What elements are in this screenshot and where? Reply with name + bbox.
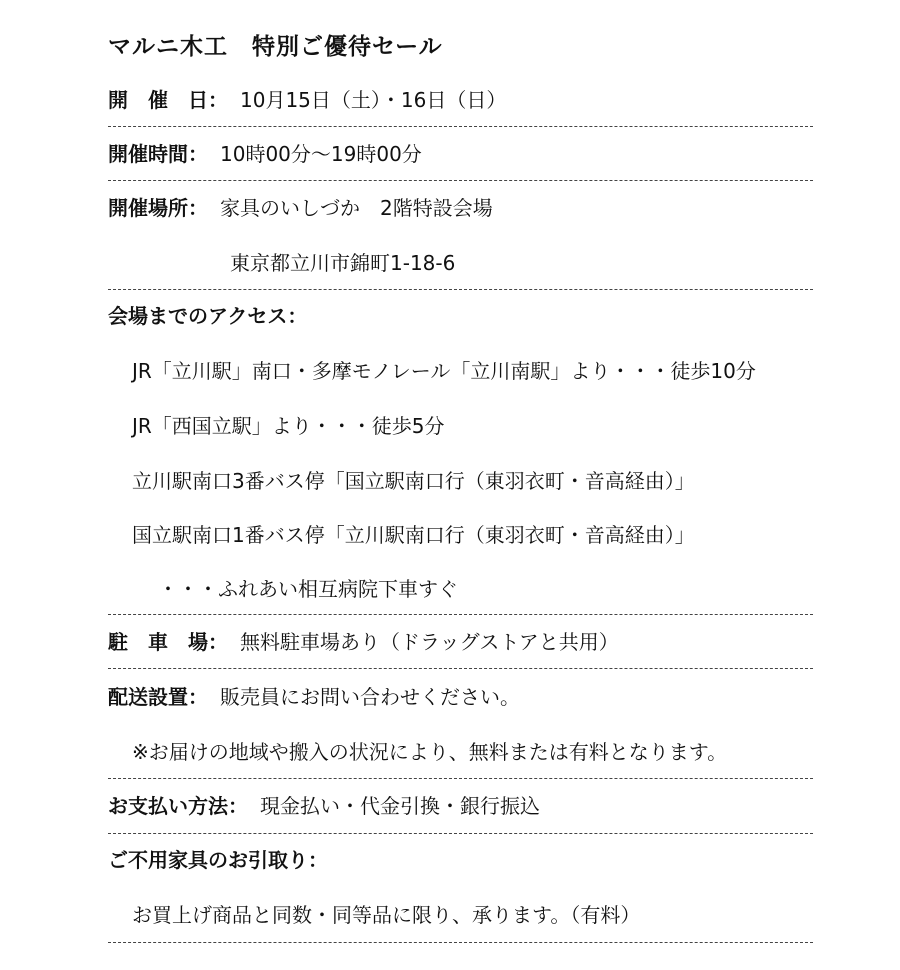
pickup-heading bbox=[108, 847, 328, 873]
access-line: 国立駅南口1番バス停「立川駅南口行（東羽衣町・音高経由）」 bbox=[132, 523, 695, 547]
venue-address: 東京都立川市錦町1-18-6 bbox=[230, 251, 456, 275]
separator bbox=[108, 833, 813, 834]
time-row bbox=[108, 141, 422, 167]
access-label: 会場までのアクセス： bbox=[108, 304, 308, 328]
venue-row bbox=[108, 195, 493, 221]
delivery-value: 販売員にお問い合わせください。 bbox=[220, 685, 520, 709]
separator bbox=[108, 668, 813, 669]
venue-label: 開催場所： bbox=[108, 196, 208, 220]
pickup-label: ご不用家具のお引取り： bbox=[108, 848, 328, 872]
date-row bbox=[108, 87, 506, 113]
delivery-row bbox=[108, 684, 520, 710]
separator bbox=[108, 126, 813, 127]
parking-label: 駐 車 場： bbox=[108, 630, 228, 654]
access-line: JR「西国立駅」より・・・徒歩5分 bbox=[132, 414, 445, 438]
access-line: ・・・ふれあい相互病院下車すぐ bbox=[158, 577, 458, 601]
separator bbox=[108, 289, 813, 290]
access-line: JR「立川駅」南口・多摩モノレール「立川南駅」より・・・徒歩10分 bbox=[132, 359, 756, 383]
date-label: 開 催 日： bbox=[108, 88, 228, 112]
parking-value: 無料駐車場あり（ドラッグストアと共用） bbox=[240, 630, 619, 654]
separator bbox=[108, 942, 813, 943]
separator bbox=[108, 180, 813, 181]
delivery-note: ※お届けの地域や搬入の状況により、無料または有料となります。 bbox=[132, 740, 728, 764]
payment-value: 現金払い・代金引換・銀行振込 bbox=[260, 794, 540, 818]
payment-row bbox=[108, 793, 540, 819]
separator bbox=[108, 614, 813, 615]
sale-title: マルニ木工 特別ご優待セール bbox=[108, 34, 443, 60]
parking-row bbox=[108, 629, 619, 655]
access-heading bbox=[108, 303, 307, 329]
delivery-label: 配送設置： bbox=[108, 685, 208, 709]
payment-label: お支払い方法： bbox=[108, 794, 248, 818]
date-value: 10月15日（土）・16日（日） bbox=[240, 88, 507, 112]
separator bbox=[108, 778, 813, 779]
venue-value: 家具のいしづか 2階特設会場 bbox=[220, 196, 493, 220]
time-label: 開催時間： bbox=[108, 142, 208, 166]
time-value: 10時00分～19時00分 bbox=[220, 142, 422, 166]
pickup-value: お買上げ商品と同数・同等品に限り、承ります。（有料） bbox=[132, 903, 641, 927]
access-line: 立川駅南口3番バス停「国立駅南口行（東羽衣町・音高経由）」 bbox=[132, 469, 695, 493]
